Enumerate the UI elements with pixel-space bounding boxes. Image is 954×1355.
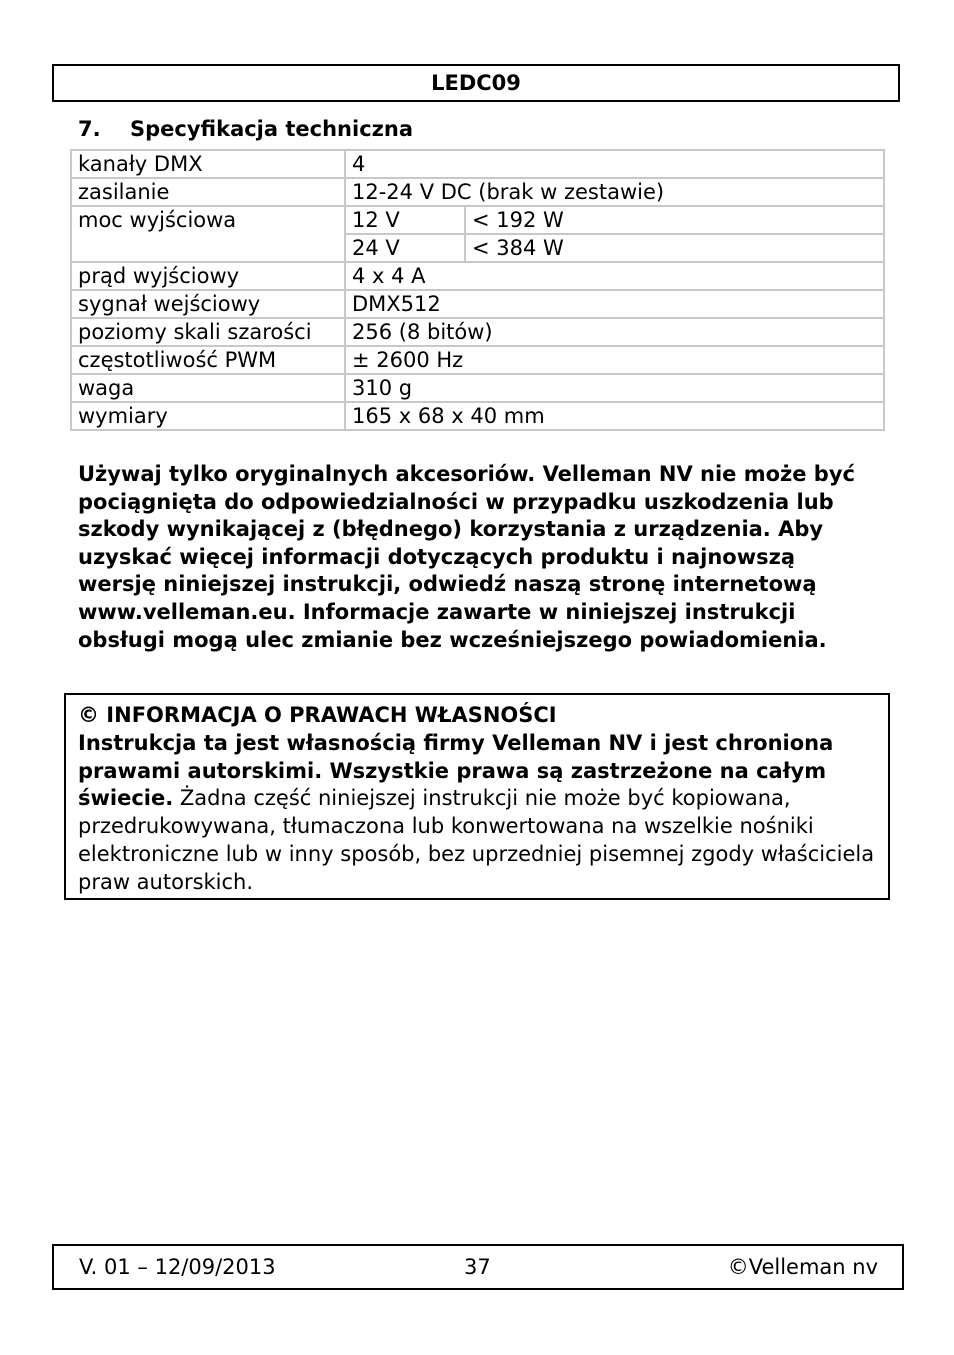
table-row xyxy=(71,262,884,290)
page-number: 37 xyxy=(464,1255,491,1279)
spec-value: 4 x 4 A xyxy=(345,262,884,290)
table-row xyxy=(71,318,884,346)
copyright-normal-text: Żadna część niniejszej instrukcji nie może być kopiowana, przedrukowywana, tłumaczona lub konwertowana na wszelkie nośniki elektroniczne lub w inny sposób, bez uprzedniej pisemnej zgody właściciela praw autorskich. xyxy=(78,786,875,894)
copyright-text xyxy=(78,730,876,897)
spec-power: < 384 W xyxy=(465,234,884,262)
spec-label: moc wyjściowa xyxy=(71,206,345,262)
copyright-box xyxy=(64,693,890,900)
section-title: Specyfikacja techniczna xyxy=(130,117,413,141)
spec-value: ± 2600 Hz xyxy=(345,346,884,374)
spec-value: DMX512 xyxy=(345,290,884,318)
spec-label: kanały DMX xyxy=(71,150,345,178)
spec-value: 256 (8 bitów) xyxy=(345,318,884,346)
section-number: 7. xyxy=(78,117,101,141)
spec-label: prąd wyjściowy xyxy=(71,262,345,290)
document-header xyxy=(52,64,900,102)
spec-power: < 192 W xyxy=(465,206,884,234)
table-row xyxy=(71,290,884,318)
copyright-title: © INFORMACJA O PRAWACH WŁASNOŚCI xyxy=(78,703,557,727)
spec-value: 165 x 68 x 40 mm xyxy=(345,402,884,430)
spec-value: 4 xyxy=(345,150,884,178)
section-heading xyxy=(78,117,413,141)
spec-voltage: 24 V xyxy=(345,234,465,262)
spec-value: 310 g xyxy=(345,374,884,402)
spec-label: wymiary xyxy=(71,402,345,430)
document-footer xyxy=(52,1244,904,1290)
specifications-table xyxy=(70,149,885,431)
spec-label: częstotliwość PWM xyxy=(71,346,345,374)
table-row xyxy=(71,206,884,234)
copyright-bold-text: Instrukcja ta jest własnością firmy Velleman NV i jest chroniona prawami autorskimi. Wszystkie prawa są zastrzeżone na całym świecie. xyxy=(78,730,834,811)
spec-voltage: 12 V xyxy=(345,206,465,234)
company-copyright: ©Velleman nv xyxy=(727,1255,878,1279)
spec-label: waga xyxy=(71,374,345,402)
version-date: V. 01 – 12/09/2013 xyxy=(79,1255,276,1279)
table-row xyxy=(71,178,884,206)
spec-label: zasilanie xyxy=(71,178,345,206)
table-row xyxy=(71,150,884,178)
table-row xyxy=(71,402,884,430)
table-row xyxy=(71,374,884,402)
table-row xyxy=(71,346,884,374)
accessories-notice: Używaj tylko oryginalnych akcesoriów. Velleman NV nie może być pociągnięta do odpowiedzialności w przypadku uszkodzenia lub szkody wynikającej z (błędnego) korzystania z urządzenia. Aby uzyskać więcej informacji dotyczących produktu i najnowszą wersję niniejszej instrukcji, odwiedź naszą stronę internetową www.velleman.eu. Informacje zawarte w niniejszej instrukcji obsługi mogą ulec zmianie bez wcześniejszego powiadomienia. xyxy=(78,462,855,652)
model-name: LEDC09 xyxy=(431,71,521,95)
spec-value: 12-24 V DC (brak w zestawie) xyxy=(345,178,884,206)
spec-label: sygnał wejściowy xyxy=(71,290,345,318)
spec-label: poziomy skali szarości xyxy=(71,318,345,346)
